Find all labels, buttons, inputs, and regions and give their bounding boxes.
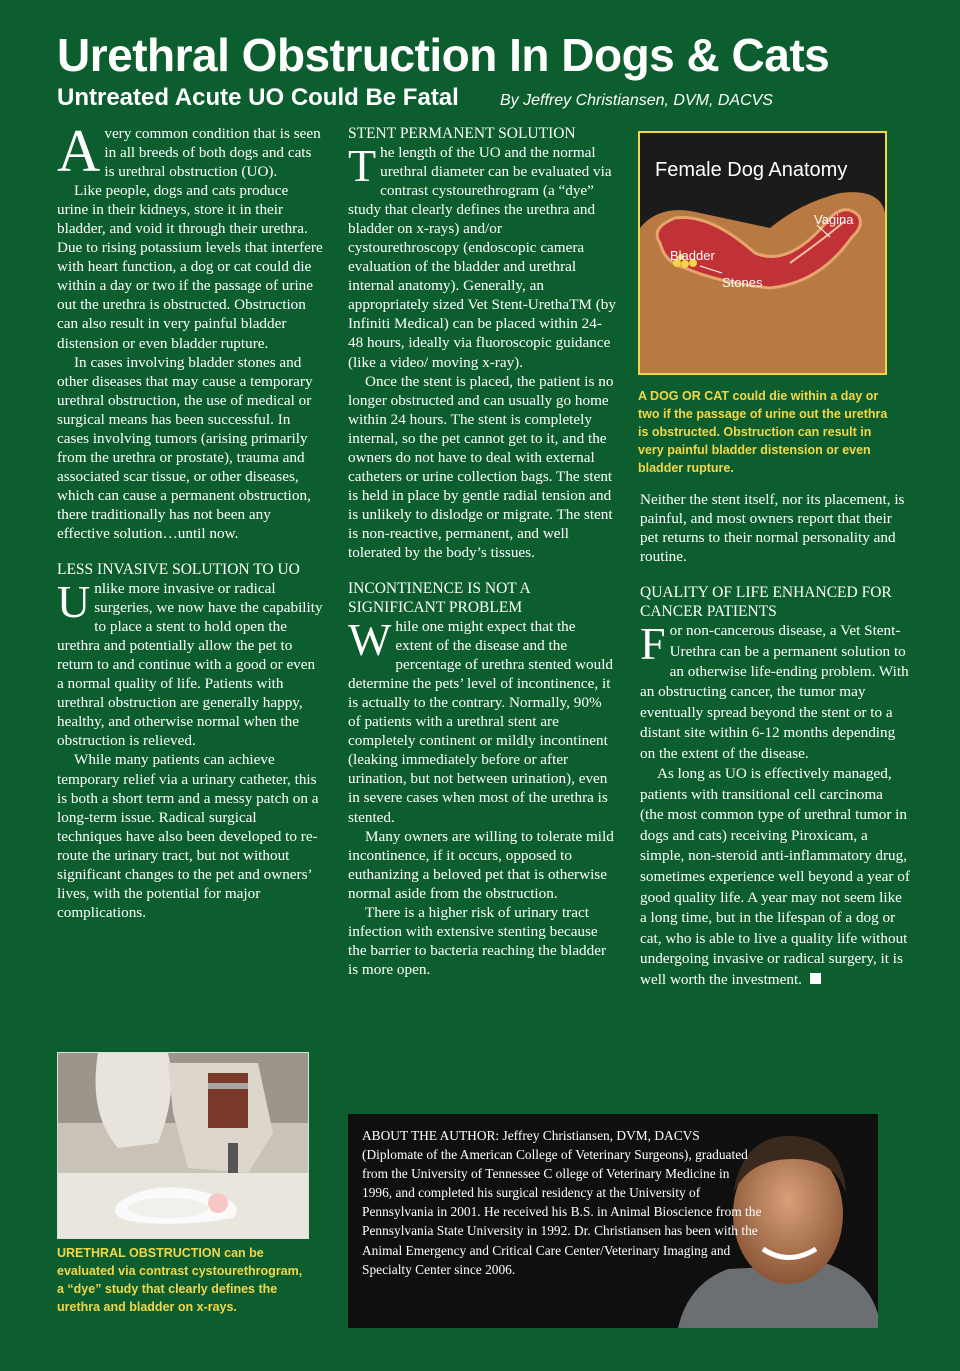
label-vagina: Vagina xyxy=(814,212,854,227)
intro-paragraph: Avery common condition that is seen in all breeds of both dogs and cats is urethral obstruction (UO). xyxy=(57,118,321,184)
section-heading: STENT PERMANENT SOLUTION xyxy=(348,125,576,142)
paragraph: Many owners are willing to tolerate mild incontinence, if it occurs, opposed to euthanizing a beloved pet that is otherwise normal aside from the obstruction. xyxy=(348,827,614,902)
diagram-caption: A DOG OR CAT could die within a day or two if the passage of urine out the urethra is obstructed. Obstruction can result in very painful bladder distension or even bladder rupture. xyxy=(638,389,888,475)
drop-cap: A xyxy=(57,118,101,184)
end-mark xyxy=(810,973,821,984)
paragraph: In cases involving bladder stones and other diseases that may cause a temporary urethral obstruction, the use of medical or surgical means has been successful. In cases involving tumors (arising primarily from the urethra or prostate), trauma and associated scar tissue, or other diseases, which can cause a permanent obstruction, there traditionally has not been any effective solution…until now. xyxy=(57,353,313,542)
paragraph: The length of the UO and the normal urethral diameter can be evaluated via contrast cystourethrogram (a “dye” study that clearly defines the urethra and bladder on x-rays) and/or cystourethroscopy (endoscopic camera evaluation of the bladder and urethral internal anatomy). Generally, an appropriately sized Vet Stent-UrethaTM (by Infiniti Medical) can be placed within 24-48 hours, ideally via fluoroscopic guidance (like a video/ moving x-ray). xyxy=(348,140,616,371)
label-bladder: Bladder xyxy=(670,248,715,263)
section-heading: QUALITY OF LIFE ENHANCED FOR CANCER PATIENTS xyxy=(640,584,892,621)
xray-photo xyxy=(57,1052,309,1239)
anatomy-illustration xyxy=(640,133,885,373)
diagram-title: Female Dog Anatomy xyxy=(655,159,848,181)
paragraph: There is a higher risk of urinary tract infection with extensive stenting because the barrier to bacteria reaching the bladder is more open. xyxy=(348,903,607,978)
paragraph: Like people, dogs and cats produce urine in their kidneys, store it in their bladder, and void it through their urethra. Due to rising potassium levels that interfere with heart function, a dog or cat could die within a day or two if the passage of urine out the urethra is obstructed. Obstruction can also result in very painful bladder distension or even bladder rupture. xyxy=(57,182,323,352)
paragraph: Once the stent is placed, the patient is no longer obstructed and can usually go home within 24 hours. The stent is completely internal, so the pet cannot get to it, and the owners do not have to deal with external catheters or urine collection bags. The stent is held in place by gentle radial tension and is unlikely to dislodge or migrate. The stent is non-reactive, permanent, and well tolerated by the body’s tissues. xyxy=(348,372,614,561)
drop-cap: U xyxy=(57,576,91,628)
column-1 xyxy=(57,118,323,922)
paragraph: As long as UO is effectively managed, patients with transitional cell carcinoma (the most common type of urethral tumor in dogs and cats) receiving Piroxicam, a simple, non-steroid anti-inflammatory drug, sometimes experience well beyond a year of good quality life. A year may not seem like a long time, but in the lifespan of a dog or cat, who is able to live a quality life without undergoing invasive or radical surgery, it is well worth the investment. xyxy=(640,765,910,988)
paragraph: Unlike more invasive or radical surgeries, we now have the capability to place a stent to hold open the urethra and potentially allow the pet to return to and continue with a good or even a normal quality of life. Patients with urethral obstruction are generally happy, healthy, and otherwise normal when the obstruction is relieved. xyxy=(57,576,323,750)
paragraph: Neither the stent itself, nor its placement, is painful, and most owners report that their pet returns to their normal personality and routine. xyxy=(640,491,905,566)
drop-cap: F xyxy=(640,618,666,670)
anatomy-diagram xyxy=(638,131,887,375)
xray-machine-image xyxy=(58,1053,308,1238)
section-heading: LESS INVASIVE SOLUTION TO UO xyxy=(57,561,300,579)
about-author-text: ABOUT THE AUTHOR: Jeffrey Christiansen, DVM, DACVS (Diplomate of the American College of Veterinary Surgeons), graduated from the University of Tennessee C ollege of Veterinary Medicine in 1996, and completed his surgical residency at the University of Pennsylvania in 2001. He received his B.S. in Animal Bioscience from the Pennsylvania State University in 1992. Dr. Christiansen has been with the Animal Emergency and Critical Care Center/Veterinary Imaging and Specialty Center since 2006. xyxy=(362,1128,762,1277)
article-subtitle: Untreated Acute UO Could Be Fatal xyxy=(57,84,459,111)
about-author-box xyxy=(348,1114,878,1328)
photo-caption: URETHRAL OBSTRUCTION can be evaluated via contrast cystourethrogram, a “dye” study that clearly defines the urethra and bladder on x-rays. xyxy=(57,1246,303,1314)
paragraph: While many patients can achieve temporary relief via a urinary catheter, this is both a short term and a messy patch on a long-term issue. Radical surgical techniques have also been developed to re-route the urinary tract, but not without significant changes to the pet and owners’ lives, with the potential for major complications. xyxy=(57,751,319,921)
drop-cap: T xyxy=(348,140,377,191)
label-stones: Stones xyxy=(722,275,763,290)
byline: By Jeffrey Christiansen, DVM, DACVS xyxy=(500,92,773,109)
article-title: Urethral Obstruction In Dogs & Cats xyxy=(57,29,830,81)
paragraph: For non-cancerous disease, a Vet Stent-Urethra can be a permanent solution to an otherwise life-ending problem. With an obstructing cancer, the tumor may eventually spread beyond the stent or to a distant site within 6-12 months depending on the extent of the disease. xyxy=(640,618,909,762)
section-heading: INCONTINENCE IS NOT A SIGNIFICANT PROBLEM xyxy=(348,580,530,617)
paragraph: While one might expect that the extent of the disease and the percentage of urethra stented would determine the pets’ level of incontinence, it is actually to the contrary. Normally, 90% of patients with a urethral stent are completely continent or mildly incontinent (leaking immediately before or after urination, but not between urination), even in severe cases when most of the urethra is stented. xyxy=(348,614,614,826)
drop-cap: W xyxy=(348,614,392,666)
column-2 xyxy=(348,124,616,979)
column-3 xyxy=(640,490,910,991)
